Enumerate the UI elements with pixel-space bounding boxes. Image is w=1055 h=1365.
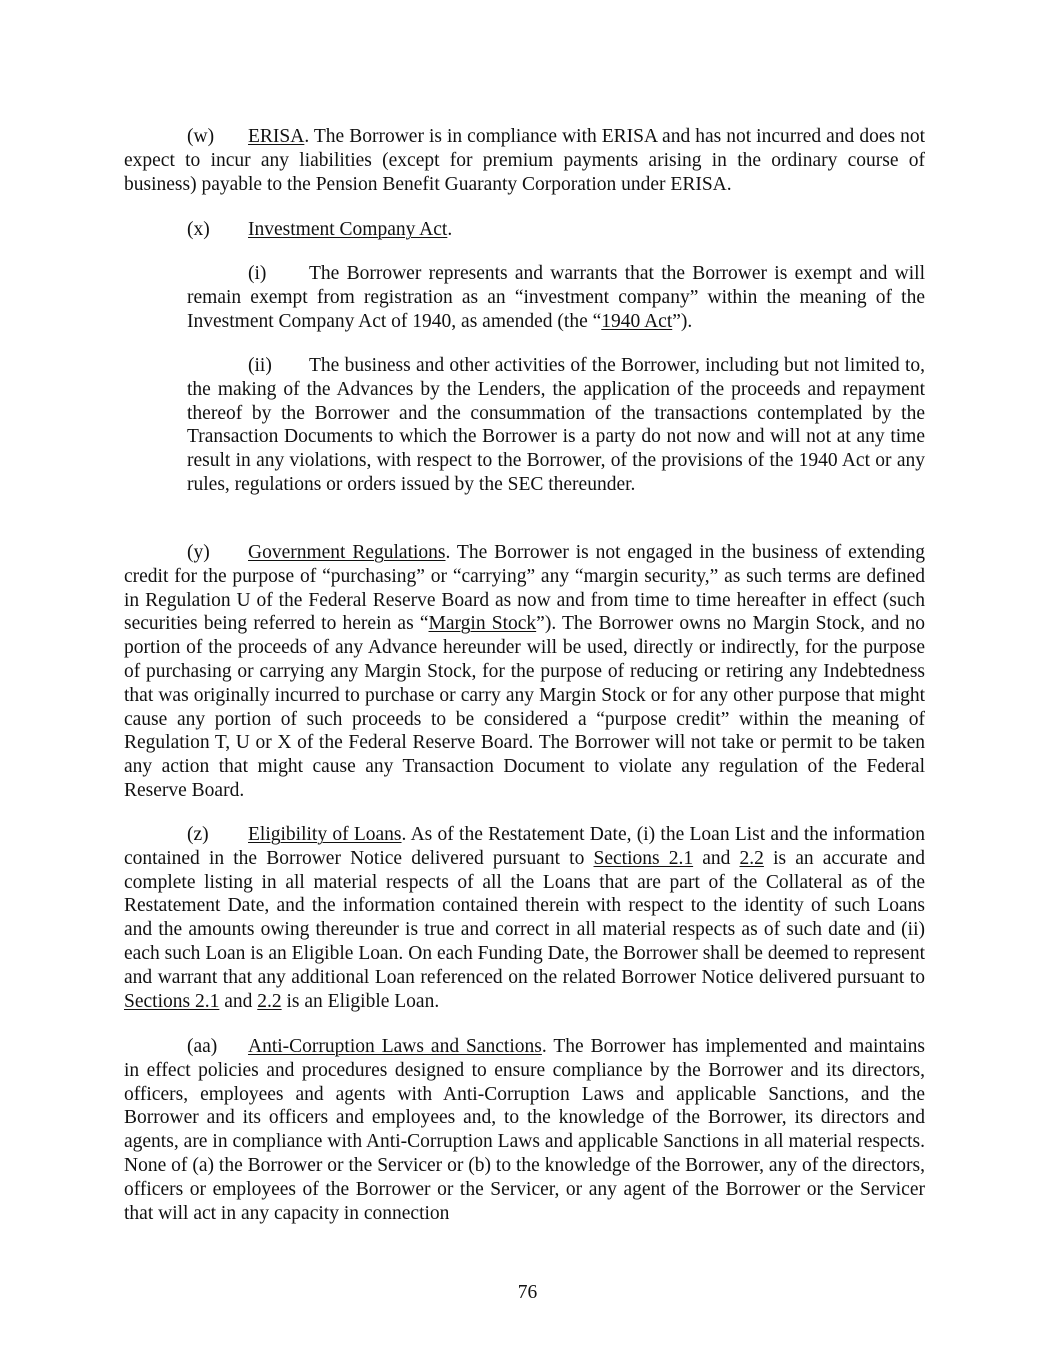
section-z-and-1: and (693, 847, 740, 869)
section-w-text: . The Borrower is in compliance with ERISA and has not incurred and does not expect to incur any liabilities (except for premium payments arising in the ordinary course of business) payable to the Pension Benefit Guaranty Corporation under ERISA. (124, 126, 925, 195)
cross-reference-2-2-second: 2.2 (257, 990, 282, 1012)
section-x-ii-label: (ii) (248, 355, 272, 376)
section-w-paragraph (124, 125, 925, 196)
section-x-ii-text: The business and other activities of the Borrower, including but not limited to, the making of the Advances by the Lenders, the application of the proceeds and repayment thereof by the Borrower and the consummation of the transactions contemplated by the Transaction Documents to which the Borrower is a party do not now and will not at any time result in any violations, with respect to the Borrower, of the provisions of the 1940 Act or any rules, regulations or orders issued by the SEC thereunder. (187, 355, 925, 495)
section-z-heading: Eligibility of Loans (248, 824, 402, 845)
page-number: 76 (517, 1282, 538, 1303)
section-z-text-1: . As of the Restatement Date, (i) the Loan List and the information contained in the Borrower Notice delivered pursuant to (124, 824, 926, 869)
section-z-paragraph (124, 823, 925, 1013)
section-y-paragraph (124, 541, 925, 803)
section-y-label: (y) (187, 542, 210, 563)
section-aa-heading: Anti-Corruption Laws and Sanctions (248, 1036, 542, 1057)
section-y-text-2: ”). The Borrower owns no Margin Stock, and no portion of the proceeds of any Advance hereunder will be used, directly or indirectly, for the purpose of purchasing or carrying any Margin Stock, for the purpose of reducing or retiring any Indebtedness that was originally incurred to purchase or carry any Margin Stock or for any other purpose that might cause any portion of such proceeds to be considered a “purpose credit” within the meaning of Regulation T, U or X of the Federal Reserve Board. The Borrower will not take or permit to be taken any action that might cause any Transaction Document to violate any regulation of the Federal Reserve Board. (124, 613, 925, 801)
section-x-i-text: The Borrower represents and warrants that the Borrower is exempt and will remain exempt from registration as an “investment company” within the meaning of the Investment Company Act of 1940, as amended (the “ (187, 263, 925, 332)
section-z-and-2: and (219, 990, 258, 1012)
section-w-heading: ERISA (248, 126, 305, 147)
section-aa-paragraph (124, 1035, 925, 1225)
section-z-text-3: is an Eligible Loan. (281, 990, 440, 1012)
section-w-label: (w) (187, 126, 215, 147)
section-y-heading: Government Regulations (248, 542, 446, 563)
cross-reference-2-2: 2.2 (739, 847, 764, 869)
defined-term-margin-stock: Margin Stock (428, 613, 537, 635)
section-z-label: (z) (187, 824, 209, 845)
cross-reference-sections-2-1-second: Sections 2.1 (124, 990, 220, 1012)
section-x-i-label: (i) (248, 263, 267, 284)
section-x-i-paragraph (187, 262, 925, 333)
section-x-heading: Investment Company Act (248, 219, 448, 240)
section-x-label: (x) (187, 219, 210, 240)
section-x-ii-paragraph (187, 354, 925, 497)
section-aa-text: . The Borrower has implemented and maintains in effect policies and procedures designed to ensure compliance by the Borrower and its directors, officers, employees and agents with Anti-Corruption Laws and applicable Sanctions, and the Borrower and its officers and employees and, to the knowledge of the Borrower, its directors and agents, are in compliance with Anti-Corruption Laws and applicable Sanctions in all material respects. None of (a) the Borrower or the Servicer or (b) to the knowledge of the Borrower, any of the directors, officers or employees of the Borrower or the Servicer, or any agent of the Borrower or the Servicer that will act in any capacity in connection (124, 1036, 925, 1224)
section-x-text: . (447, 219, 453, 240)
section-aa-label: (aa) (187, 1036, 218, 1057)
section-x-paragraph (124, 218, 925, 242)
cross-reference-sections-2-1: Sections 2.1 (593, 847, 694, 869)
section-y-text-1: . The Borrower is not engaged in the business of extending credit for the purpose of “purchasing” or “carrying” any “margin security,” as such terms are defined in Regulation U of the Federal Reserve Board as now and from time to time hereafter in effect (such securities being referred to herein as “ (124, 542, 925, 635)
defined-term-1940-act: 1940 Act (601, 310, 673, 332)
section-z-text-2: is an accurate and complete listing in all material respects of all the Loans that are part of the Collateral as of the Restatement Date, and the information contained therein with respect to the identity of such Loans and the amounts owing thereunder is true and correct in all material respects as of such date and (ii) each such Loan is an Eligible Loan. On each Funding Date, the Borrower shall be deemed to represent and warrant that any additional Loan referenced on the related Borrower Notice delivered pursuant to (124, 847, 925, 988)
section-x-i-text-end: ”). (672, 310, 693, 332)
